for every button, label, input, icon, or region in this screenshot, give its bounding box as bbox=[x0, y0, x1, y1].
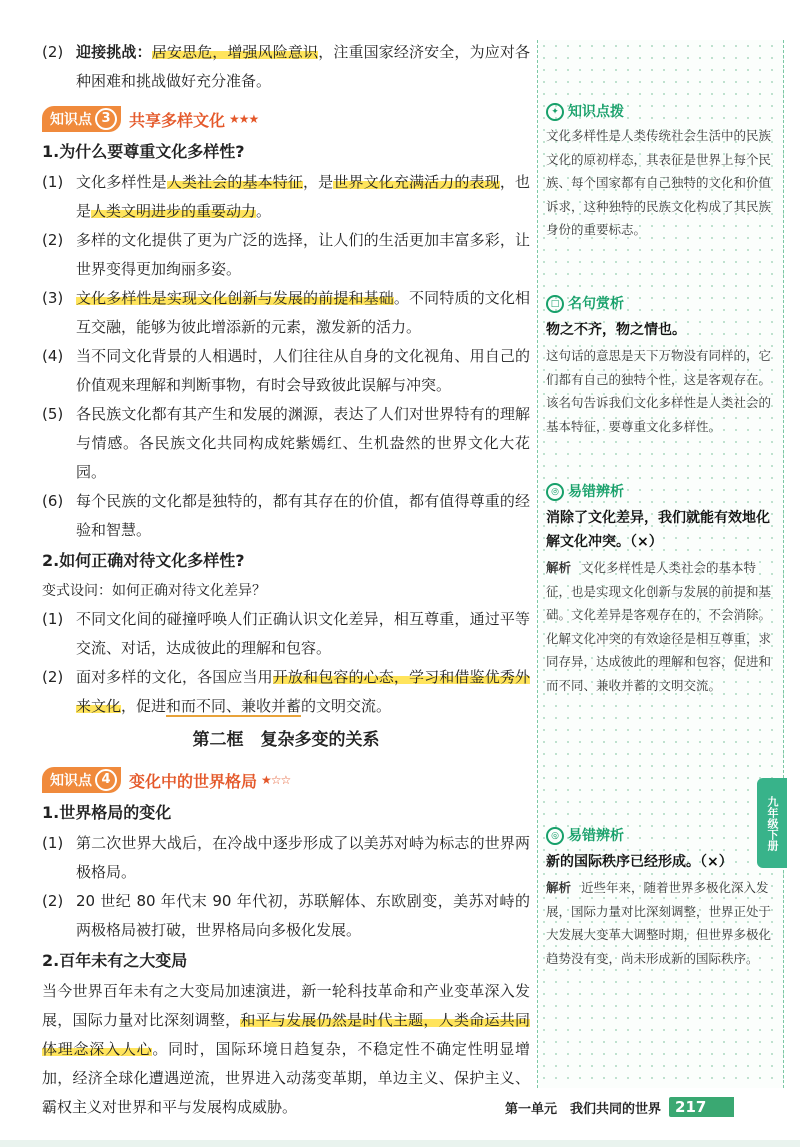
list-item: (2) 多样的文化提供了更为广泛的选择，让人们的生活更加丰富多彩，让世界变得更加绚丽多姿。 bbox=[42, 231, 530, 278]
box-title: 易错辨析 bbox=[568, 484, 624, 500]
list-item: (3) 文化多样性是实现文化创新与发展的前提和基础。不同特质的文化相互交融，能够为彼此增添新的元素，激发新的活力。 bbox=[42, 289, 530, 336]
underline-text: 和而不同、兼收并蓄 bbox=[166, 697, 302, 715]
section-title: 第二框 复杂多变的关系 bbox=[192, 730, 380, 750]
list-item: (1) 文化多样性是人类社会的基本特征，是世界文化充满活力的表现，也是人类文明进步的重要动力。 bbox=[42, 173, 530, 220]
knowledge-badge: 知识点 3 bbox=[42, 106, 121, 132]
knowledge-point-4 bbox=[42, 767, 530, 793]
list-item: (5) 各民族文化都有其产生和发展的渊源，表达了人们对世界特有的理解与情感。各民族文化共同构成姹紫嫣红、生机盎然的世界文化大花园。 bbox=[42, 405, 530, 481]
paragraph: 当今世界百年未有之大变局加速演进，新一轮科技革命和产业变革深入发展，国际力量对比深刻调整，和平与发展仍然是时代主题，人类命运共同体理念深入人心。同时，国际环境日趋复杂，不稳定性不确定性明显增加，经济全球化遭遇逆流，世界进入动荡变革期，单边主义、保护主义、霸权主义对世界和平与发展构成威胁。 bbox=[42, 982, 530, 1116]
error-box bbox=[546, 482, 778, 697]
list-item: (6) 每个民族的文化都是独特的，都有其存在的价值，都有值得尊重的经验和智慧。 bbox=[42, 492, 530, 539]
error-question: 新的国际秩序已经形成。（×） bbox=[546, 854, 733, 870]
highlight-text: 居安思危，增强风险意识 bbox=[151, 43, 319, 61]
box-text: 解析 文化多样性是人类社会的基本特征，也是实现文化创新与发展的前提和基础。文化差异是客观存在的，不会消除。化解文化冲突的有效途径是相互尊重，求同存异，达成彼此的理解和包容，促进和而不同、兼收并蓄的文明交流。 bbox=[546, 560, 772, 693]
magnifier-icon: ◎ bbox=[546, 827, 564, 845]
book-icon: □ bbox=[546, 295, 564, 313]
highlight-text: 人类社会的基本特征 bbox=[166, 173, 304, 191]
box-title: 知识点拨 bbox=[568, 104, 624, 120]
knowledge-badge: 知识点 4 bbox=[42, 767, 121, 793]
main-column bbox=[42, 38, 530, 1122]
list-item: (1) 不同文化间的碰撞呼唤人们正确认识文化差异，相互尊重，通过平等交流、对话，达成彼此的理解和包容。 bbox=[42, 610, 530, 657]
item-text: ，注重国家经济安全，为应对各种困难和挑战做好充分准备。 bbox=[76, 43, 530, 90]
knowledge-point-3 bbox=[42, 106, 530, 132]
box-text: 文化多样性是人类传统社会生活中的民族文化的原初样态，其表征是世界上每个民族、每个国家都有自己独特的文化和价值诉求，这种独特的民族文化构成了其民族身份的重要标志。 bbox=[546, 128, 772, 237]
highlight-text: 世界文化充满活力的表现 bbox=[333, 173, 500, 191]
question-heading: 2.如何正确对待文化多样性? bbox=[42, 551, 245, 570]
bottom-bar bbox=[0, 1140, 800, 1147]
quote-box bbox=[546, 294, 778, 438]
magnifier-icon: ◎ bbox=[546, 483, 564, 501]
list-item: (1) 第二次世界大战后，在冷战中逐步形成了以美苏对峙为标志的世界两极格局。 bbox=[42, 834, 530, 881]
highlight-text: 文化多样性是实现文化创新与发展的前提和基础 bbox=[76, 289, 394, 307]
page-footer bbox=[505, 1096, 734, 1118]
question-heading: 1.世界格局的变化 bbox=[42, 803, 172, 822]
tip-box bbox=[546, 102, 778, 242]
page-number: 217 bbox=[669, 1097, 734, 1117]
box-title: 易错辨析 bbox=[568, 828, 624, 844]
variant-question: 变式设问：如何正确对待文化差异？ bbox=[42, 583, 266, 599]
highlight-text: 人类文明进步的重要动力 bbox=[91, 202, 257, 220]
item-number: (2) bbox=[42, 43, 64, 61]
list-item: (2) 面对多样的文化，各国应当用开放和包容的心态，学习和借鉴优秀外来文化，促进和而不同、兼收并蓄的文明交流。 bbox=[42, 668, 530, 715]
knowledge-number: 4 bbox=[95, 769, 117, 791]
list-item: (4) 当不同文化背景的人相遇时，人们往往从自身的文化视角、用自己的价值观来理解和判断事物，有时会导致彼此误解与冲突。 bbox=[42, 347, 530, 394]
star-rating: ★★★ bbox=[229, 112, 259, 126]
lightbulb-icon: ✦ bbox=[546, 103, 564, 121]
knowledge-title: 变化中的世界格局 bbox=[129, 771, 258, 791]
star-rating: ★☆☆ bbox=[261, 773, 291, 787]
grade-tab: 九年级下册 bbox=[757, 778, 787, 868]
list-item: (2) 20 世纪 80 年代末 90 年代初，苏联解体、东欧剧变，美苏对峙的两极格局被打破，世界格局向多极化发展。 bbox=[42, 892, 530, 939]
error-question: 消除了文化差异，我们就能有效地化解文化冲突。（×） bbox=[546, 510, 770, 550]
intro-item bbox=[42, 38, 530, 96]
box-text: 这句话的意思是天下万物没有同样的，它们都有自己的独特个性，这是客观存在。该名句告诉我们文化多样性是人类社会的基本特征，要尊重文化多样性。 bbox=[546, 348, 772, 434]
box-text: 解析 近些年来，随着世界多极化深入发展，国际力量对比深刻调整，世界正处于大发展大变革大调整时期，但世界多极化趋势没有变，尚未形成新的国际秩序。 bbox=[546, 880, 772, 966]
quote-text: 物之不齐，物之情也。 bbox=[546, 322, 686, 338]
error-box-2 bbox=[546, 826, 778, 970]
question-heading: 1.为什么要尊重文化多样性? bbox=[42, 142, 245, 161]
question-heading: 2.百年未有之大变局 bbox=[42, 951, 188, 970]
item-label: 迎接挑战： bbox=[76, 43, 152, 61]
sidebar bbox=[537, 40, 784, 1088]
box-title: 名句赏析 bbox=[568, 296, 624, 312]
highlight-text: 和平与发展仍然是时代主题，人类命运共同体理念深入人心 bbox=[42, 1011, 530, 1058]
highlight-text: 开放和包容的心态，学习和借鉴优秀外来文化 bbox=[76, 668, 530, 715]
unit-title: 第一单元 我们共同的世界 bbox=[505, 1101, 662, 1117]
knowledge-number: 3 bbox=[95, 108, 117, 130]
knowledge-title: 共享多样文化 bbox=[129, 110, 226, 130]
